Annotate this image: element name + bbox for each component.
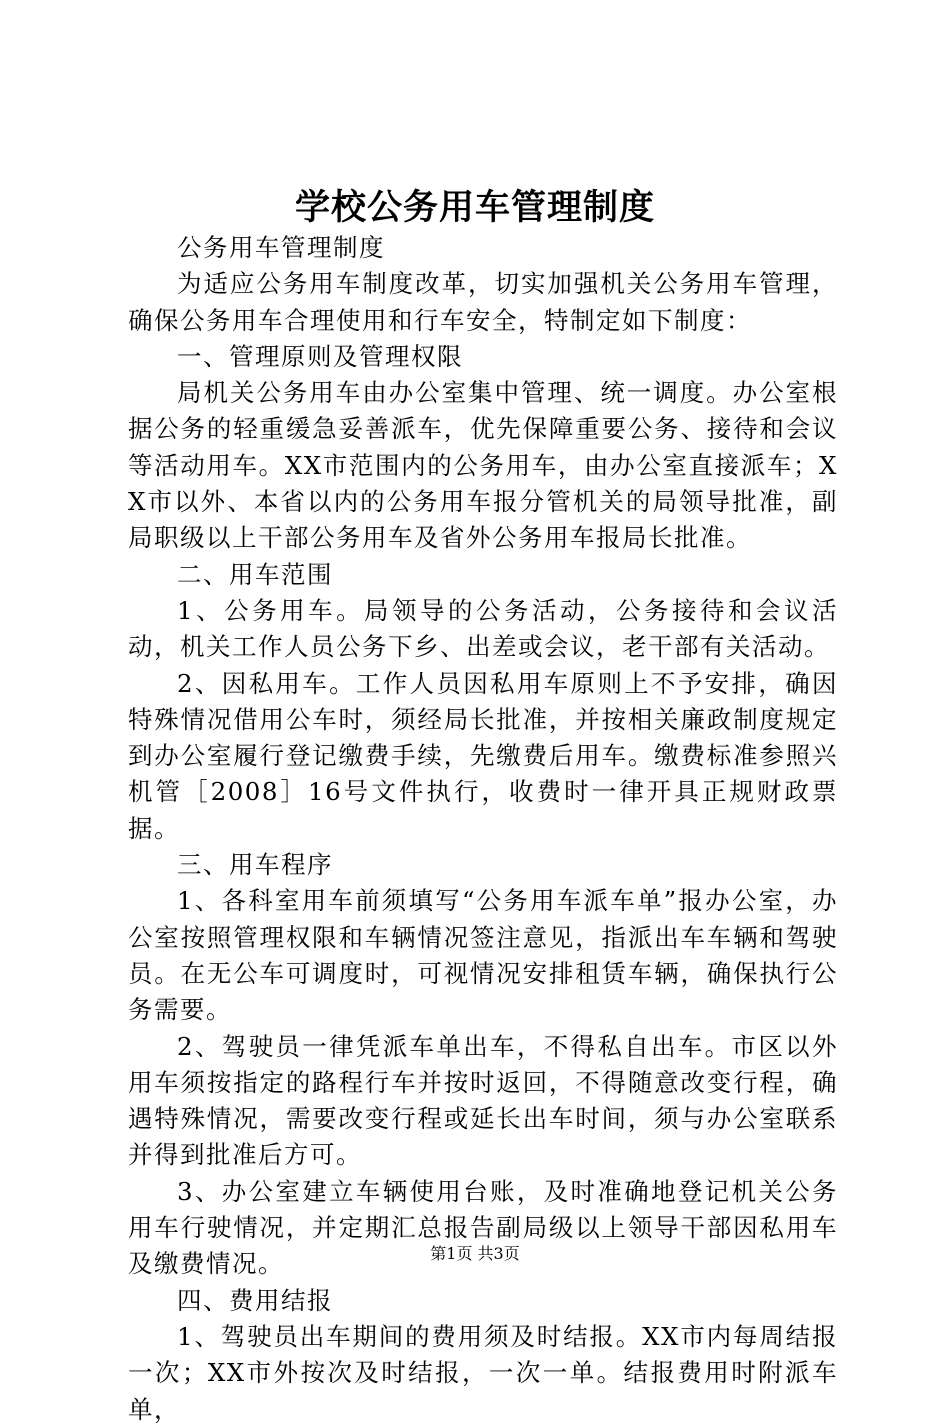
paragraph: 2、因私用车。工作人员因私用车原则上不予安排，确因特殊情况借用公车时，须经局长批准，并按相关廉政制度规定到办公室履行登记缴费手续，先缴费后用车。缴费标准参照兴机管［2008］16号文件执行，收费时一律开具正规财政票据。: [128, 668, 838, 843]
section-heading: 二、用车范围: [177, 559, 333, 589]
document-title: 学校公务用车管理制度: [294, 187, 655, 228]
page-number-footer: 第1页 共3页: [430, 1244, 520, 1263]
paragraph: 为适应公务用车制度改革，切实加强机关公务用车管理，确保公务用车合理使用和行车安全，特制定如下制度：: [128, 269, 838, 335]
paragraph: 公务用车管理制度: [177, 233, 385, 262]
section-heading: 三、用车程序: [177, 850, 333, 880]
paragraph: 3、办公室建立车辆使用台账，及时准确地登记机关公务用车行驶情况，并定期汇总报告副局级以上领导干部因私用车及缴费情况。: [128, 1176, 838, 1279]
section-heading: 一、管理原则及管理权限: [177, 341, 463, 371]
paragraph: 2、驾驶员一律凭派车单出车，不得私自出车。市区以外用车须按指定的路程行车并按时返回，不得随意改变行程，确遇特殊情况，需要改变行程或延长出车时间，须与办公室联系并得到批准后方可。: [128, 1031, 838, 1170]
paragraph: 1、驾驶员出车期间的费用须及时结报。XX市内每周结报一次；XX市外按次及时结报，一次一单。结报费用时附派车单，: [128, 1321, 838, 1424]
paragraph: 1、各科室用车前须填写“公务用车派车单”报办公室，办公室按照管理权限和车辆情况签注意见，指派出车车辆和驾驶员。在无公车可调度时，可视情况安排租赁车辆，确保执行公务需要。: [128, 886, 838, 1025]
section-heading: 四、费用结报: [177, 1285, 333, 1315]
paragraph: 局机关公务用车由办公室集中管理、统一调度。办公室根据公务的轻重缓急妥善派车，优先保障重要公务、接待和会议等活动用车。XX市范围内的公务用车，由办公室直接派车；XX市以外、本省以内的公务用车报分管机关的局领导批准，副局职级以上干部公务用车及省外公务用车报局长批准。: [128, 378, 838, 553]
paragraph: 1、公务用车。局领导的公务活动，公务接待和会议活动，机关工作人员公务下乡、出差或会议，老干部有关活动。: [128, 595, 838, 662]
